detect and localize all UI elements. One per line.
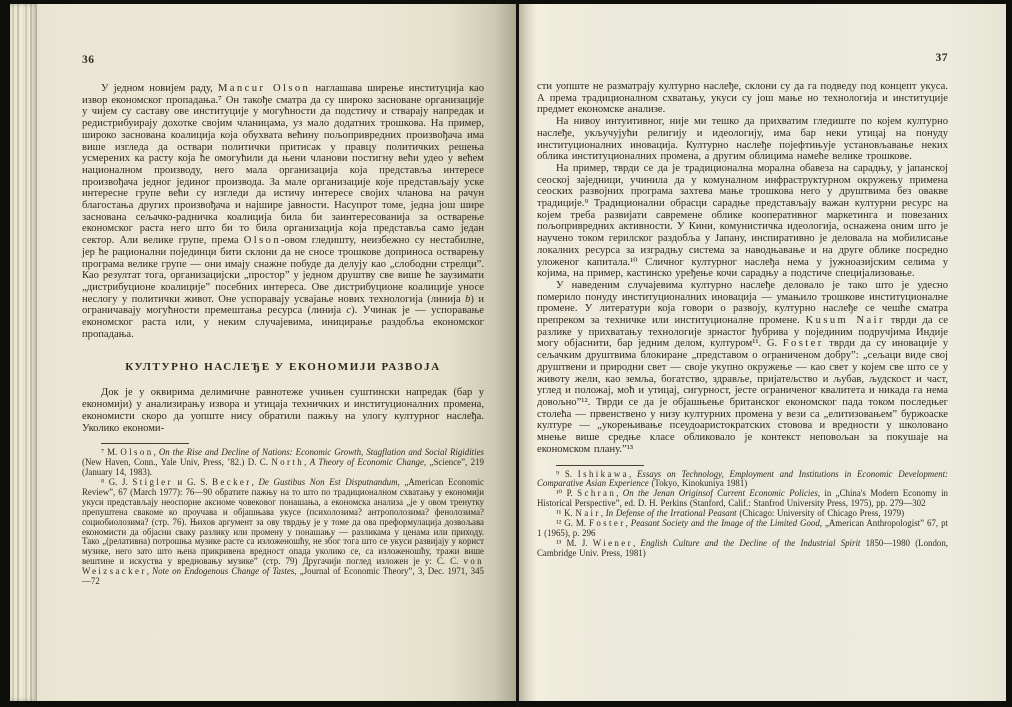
left-page: [10, 4, 516, 701]
paragraph: сти уопште не разматрају културно наслеђе, склони су да га подведу под концепт укуса. А према традиционалном схватању, укуси су још мање но технологија и институције предмет економске анализе.: [537, 81, 948, 116]
paragraph: Док је у оквирима делимичне равнотеже учињен суштински напредак (бар у економији) у анализирању извора и утицаја техничких и институционалних промена, економисти скоро да уопште нису обратили пажњу на улогу културног наслеђа. Уколико економи-: [82, 387, 484, 434]
right-footnotes: [537, 465, 948, 559]
footnote: ¹¹ K. Nair, In Defense of the Irrational Peasant (Chicago: University of Chicago Press, 1979): [556, 508, 905, 519]
footnote: ⁷ M. Olson, On the Rise and Decline of Nations: Economic Growth, Stagflation and Social Rigidities (New Haven, Conn., Yale Univ, Press, ’82.) D. C. North, A Theory of Economic Change, „Science”, 219 (January 14, 1983).: [82, 447, 484, 478]
right-page-text: [519, 4, 1006, 701]
right-footnote-list: [537, 470, 948, 559]
page-number-right: 37: [935, 52, 948, 64]
footnote-rule: [556, 465, 644, 466]
footnote: ⁹ S. Ishikawa, Essays on Technology, Employment and Institutions in Economic Development: Comparative Asian Experience (Tokyo, Kinokuniya 1981): [537, 468, 949, 489]
footnote: ¹³ M. J. Wiener, English Culture and the Decline of the Industrial Spirit 1850—1980 (London, Cambridge Univ. Press, 1981): [537, 537, 949, 558]
footnote: ¹⁰ P. Schran, On the Jenan Originsof Current Economic Policies, in „China's Modern Economy in Historical Perspective”, ed. D. H. Perkins (Stanford, Calif.: Stanfrod University Press, 1975), pp. 279—302: [537, 488, 948, 509]
left-page-text: [10, 4, 516, 701]
right-body: [537, 81, 948, 456]
paragraph: У једном новијем раду, Mancur Olson наглашава ширење институција као извор економског пропадања.⁷ Он такође сматра да су широко засноване организације у чијем су саставу ове институције у могућности да подстичу и стварају напредак и редистрибуирају дохотке својим чланицама, уз мало додатних трошкова. На пример, широко заснована коалиција која обухвата већину пољопривредних произвођача има више изгледа да оствари политички притисак у правцу политичких решења усмерених ка расту која ће омогућили да њени чланови постигну већи удео у већем националном производу, него мала организација која представља интересе произвођача једног јединог производа. За мале организације које представљају уске интересне групе већи су изгледи да истичу интересе својих чланова на рачун благостања других произвођача и најшире јавности. Насупрот томе, једна још шире заснована сељачко-радничка коалиција била би заинтересованија за остварење економског раста него што би то била организација која представља само један сектор. Али велике групе, према Olson-овом гледишту, неизбежно су нестабилне, јер ће рационални појединци бити склони да не сносе трошкове доприноса остварењу програма велике групе — они имају снажне побуде да делују као „слободни стрелци”. Као резултат тога, организацијски „простор” у једном друштву све више ће заузимати „дистрибуционе коалиције” посебних интереса. Ове дистрибуционе коалиције уносе неслогу у политички живот. Оне успоравају усвајање нових технологија (линија b) и ограничавају могућности премештања ресурса (линија c). Учинак је — успоравање економског раста или, у неким случајевима, иницирање раздобља економског пропадања.: [82, 83, 485, 340]
paragraph: У наведеним случајевима културно наслеђе деловало је тако што је удесно померило понуду институционалних иновација — умањило трошкове институционалне промене. У литератури која говори о развоју, културно наслеђе се чешће сматра препреком за техничке или институционалне промене. Kusum Nair тврди да се разлике у прихватању технологије зрнастог ђубрива у појединим подручјима Индије могу објаснити, бар једним делом, културом¹¹. G. Foster тврди да су иновације у сељачким друштвима блокиране „представом о ограниченом добру”: „сељаци виде свој друштвени и природни свет — своје укупно окружење — као свет у којем све што се у животу жели, као земља, богатство, здравље, пријатељство и љубав, људскост и част, углед и положај, моћ и утицај, сигурност, јесте ограниченог квалитета и никада га нема довољно”¹². Тврди се да је објашњење британског економског пада током последњег столећа — првенствено у низу културних промена у вези са „елитизовањем” буржоаске културе — „укорењивање псеудоаристократских стовова и вредности у школовано мнење више средње класе обликовало је контекст неповољан за покушаје на економском плану.”¹³: [537, 279, 948, 455]
page-number-left: 36: [82, 54, 95, 66]
paragraph: На пример, тврди се да је традиционална морална обавеза на сарадњу, у јапанској сеоској заједници, учинила да у комуналном инфраструктурном окружењу примена сеоских развојних програма захтева мање трошкова него у друштвима без овакве традиције.⁹ Традиционални обрасци сарадње представљају важан културни ресурс на којем треба развијати савремене облике кооперативног маркетинга и повезаних пољопривредних активности. У Кини, комунистичка идеологија, оснажена оним што је научено током герилског раздобља у Јапану, инспиративно је деловала на мобилисање локалних ресурса за изградњу система за наводњавање и на друге облике посредно уложеног капитала.¹⁰ Сличног културног наслеђа нема у јужноазијским селима у којима, на пример, кастинско уређење кочи сарадњу а подстиче специјализовање.: [537, 162, 948, 280]
left-footnote-list: [82, 448, 484, 587]
left-body-after-heading: [82, 387, 484, 434]
footnote: ¹² G. M. Foster, Peasant Society and the Image of the Limited Good, „American Anthropologist” 67, pt 1 (1965), p. 296: [537, 518, 949, 538]
right-page: [519, 4, 1006, 701]
section-heading: КУЛТУРНО НАСЛЕЂЕ У ЕКОНОМИЈИ РАЗВОЈА: [125, 361, 441, 374]
paragraph: На нивоу интуитивног, није ми тешко да прихватим гледиште по којем културно наслеђе, укључујући религију и идеологију, има бар неки утицај на понуду институционалних иновација. Културно наслеђе појефтињује установљавање неких облика институционалних промена, а другим облицима намеће велике трошкове.: [537, 116, 948, 163]
left-footnotes: [82, 443, 484, 587]
left-body: [82, 83, 484, 340]
footnote-rule: [101, 443, 189, 444]
footnote: ⁸ G. J. Stigler и G. S. Becker, De Gustibus Non Est Disputnandum, „American Economic Review”, 67 (March 1977): 76—90 обратите пажњу на то што по традиционалном схватању у економији укуси представљају неоспорне аксиоме човековог понашања, а економска анализа „је у овом тренутку препуштена свакоме ко проучава и објашњава укусе (психолозима? антрополозима? фенолозима? социобиолозима? (стр. 76). Њихов аргумент за ову тврдњу је у томе да ова преформулација дозвољава економисти да објасни сваку разлику или промену у понашању — разликама у ценама или приходу. Тако „(релативна) потрошња музике расте са изложеношћу, не због тога што се укуси развијају у корист музике, него зато што њена прикривена вредност опада уколико се, са изложеношћу, тражи више вештине и искуства у вредновању музике” (стр. 79) Другачији поглед изложен је у: C. C. von Weizsacker, Note on Endogenous Change of Tastes, „Journal of Economic Theory”, 3, Dec. 1971, 345—72: [82, 477, 484, 587]
